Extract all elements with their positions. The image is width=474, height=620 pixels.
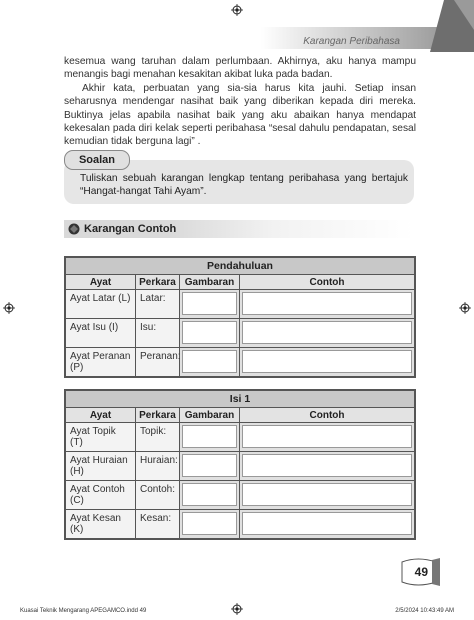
column-header: Ayat: [66, 408, 136, 423]
column-header: Contoh: [240, 275, 415, 290]
header-band: [0, 27, 474, 49]
table-pendahuluan: [64, 256, 416, 378]
diamond-icon: [68, 223, 80, 235]
gambaran-cell[interactable]: [180, 290, 240, 319]
footer-timestamp: 2/5/2024 10:43:49 AM: [395, 608, 454, 614]
ayat-cell: Ayat Huraian (H): [66, 452, 136, 481]
ayat-cell: Ayat Isu (I): [66, 319, 136, 348]
ayat-cell: Ayat Peranan (P): [66, 348, 136, 377]
contoh-cell[interactable]: [240, 290, 415, 319]
ayat-cell: Ayat Contoh (C): [66, 481, 136, 510]
registration-mark-icon: [459, 302, 471, 314]
gambaran-cell[interactable]: [180, 481, 240, 510]
header-corner-shape: [408, 0, 474, 52]
contoh-cell[interactable]: [240, 348, 415, 377]
ayat-cell: Ayat Topik (T): [66, 423, 136, 452]
table-row: [66, 481, 415, 510]
perkara-cell: Kesan:: [136, 510, 180, 539]
perkara-cell: Huraian:: [136, 452, 180, 481]
section-title: Karangan Peribahasa: [303, 36, 400, 47]
column-header: Perkara: [136, 275, 180, 290]
table-row: [66, 319, 415, 348]
paragraph-1: kesemua wang taruhan dalam perlumbaan. Akhirnya, aku hanya mampu menangis bagi menahan kesakitan akibat luka pada badan.: [64, 56, 416, 81]
contoh-cell[interactable]: [240, 452, 415, 481]
column-header: Ayat: [66, 275, 136, 290]
body-text: [64, 55, 416, 149]
perkara-cell: Isu:: [136, 319, 180, 348]
perkara-cell: Latar:: [136, 290, 180, 319]
section-heading: Karangan Contoh: [84, 223, 177, 235]
gambaran-cell[interactable]: [180, 423, 240, 452]
question-label: Soalan: [64, 150, 130, 170]
perkara-cell: Peranan:: [136, 348, 180, 377]
gambaran-cell[interactable]: [180, 348, 240, 377]
gambaran-cell[interactable]: [180, 452, 240, 481]
perkara-cell: Contoh:: [136, 481, 180, 510]
question-text: Tuliskan sebuah karangan lengkap tentang peribahasa yang bertajuk “Hangat-hangat Tahi Ayam”.: [80, 173, 408, 198]
table-row: [66, 348, 415, 377]
column-header: Perkara: [136, 408, 180, 423]
contoh-cell[interactable]: [240, 510, 415, 539]
ayat-cell: Ayat Kesan (K): [66, 510, 136, 539]
column-header: Gambaran: [180, 408, 240, 423]
gambaran-cell[interactable]: [180, 510, 240, 539]
gambaran-cell[interactable]: [180, 319, 240, 348]
perkara-cell: Topik:: [136, 423, 180, 452]
ayat-cell: Ayat Latar (L): [66, 290, 136, 319]
table-title: Pendahuluan: [66, 258, 415, 275]
registration-mark-icon: [3, 302, 15, 314]
registration-mark-icon: [231, 603, 243, 615]
column-header: Gambaran: [180, 275, 240, 290]
contoh-cell[interactable]: [240, 481, 415, 510]
table-isi-1: [64, 389, 416, 540]
registration-mark-icon: [231, 4, 243, 16]
table-row: [66, 452, 415, 481]
footer-file-info: Kuasai Teknik Mengarang APEGAMCO.indd 49: [20, 608, 147, 614]
contoh-cell[interactable]: [240, 319, 415, 348]
table-row: [66, 423, 415, 452]
table-row: [66, 290, 415, 319]
table-row: [66, 510, 415, 539]
column-header: Contoh: [240, 408, 415, 423]
paragraph-2: Akhir kata, perbuatan yang sia-sia harus kita jauhi. Setiap insan seharusnya mendengar nasihat baik yang diberikan kepada diri mereka. Buktinya jelas apabila nasihat baik yang aku abaikan hanya mendapat kekesalan pada diri kelak seperti peribahasa “sesal dahulu pendapatan, sesal kemudian tidak berguna lagi” .: [64, 82, 416, 148]
page-number: 49: [414, 565, 428, 579]
contoh-cell[interactable]: [240, 423, 415, 452]
table-title: Isi 1: [66, 391, 415, 408]
